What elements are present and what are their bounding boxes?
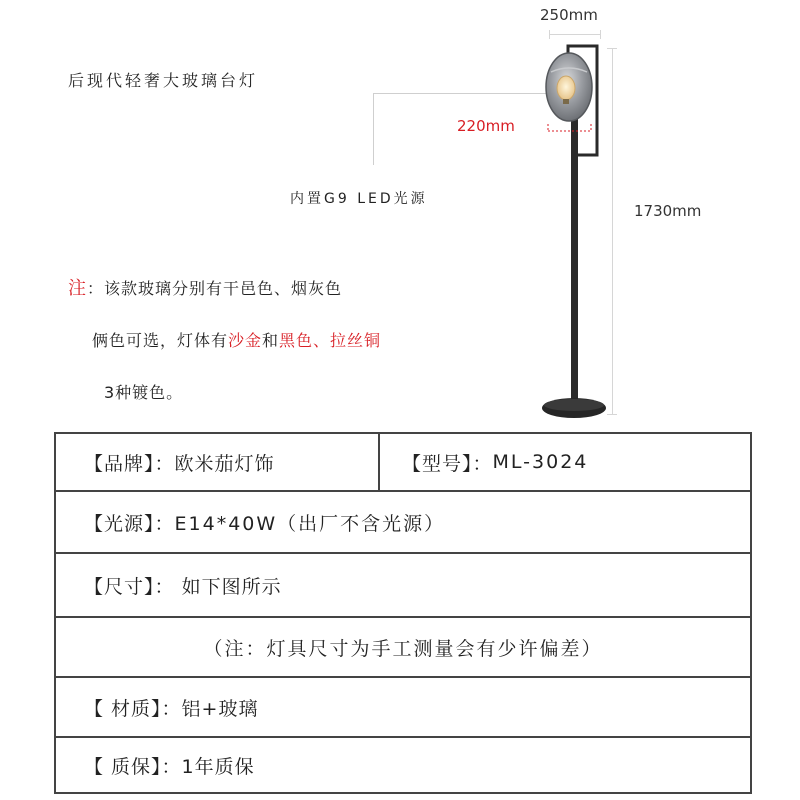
size-value: 如下图所示	[181, 575, 282, 598]
size-note: （注：灯具尺寸为手工测量会有少许偏差）	[203, 637, 603, 660]
size-note-cell	[56, 618, 750, 676]
product-title: 后现代轻奢大玻璃台灯	[68, 71, 259, 90]
note-line-2	[92, 328, 381, 351]
lamp-pole	[571, 118, 578, 403]
light-source-value: E14*40W（出厂不含光源）	[174, 512, 446, 535]
spec-row-light-source	[54, 492, 752, 554]
light-source-label: 【光源】：	[84, 512, 175, 535]
spec-row-brand-model	[54, 434, 752, 492]
brand-cell	[84, 434, 275, 490]
size-cell	[84, 554, 282, 616]
bulb	[557, 76, 575, 100]
spec-row-material	[54, 678, 752, 738]
light-source-cell	[84, 492, 445, 552]
model-cell	[402, 434, 588, 490]
note-line-2-a: 俩色可选，灯体有	[92, 331, 229, 350]
material-value: 铝+玻璃	[181, 697, 259, 720]
note-line-3: 3种镀色。	[104, 383, 184, 402]
shade-height-label: 220mm	[457, 117, 515, 135]
spec-row-size-note	[54, 618, 752, 678]
lamp-base-top	[544, 399, 604, 411]
size-label: 【尺寸】：	[84, 575, 175, 598]
total-height-label: 1730mm	[634, 202, 702, 220]
note-color-sand-gold: 沙金	[228, 331, 263, 350]
table-column-divider	[378, 434, 380, 490]
material-label: 【 材质】：	[84, 697, 182, 720]
warranty-value: 1年质保	[181, 755, 255, 778]
warranty-cell	[84, 738, 255, 792]
spec-row-size	[54, 554, 752, 618]
note-line-1-text: ：该款玻璃分别有干邑色、烟灰色	[87, 279, 343, 298]
material-cell	[84, 678, 258, 736]
note-color-black-copper: 黑色、拉丝铜	[279, 331, 382, 350]
spec-table	[54, 432, 752, 794]
brand-label: 【品牌】：	[84, 452, 175, 475]
warranty-label: 【 质保】：	[84, 755, 182, 778]
spec-row-warranty	[54, 738, 752, 794]
model-label: 【型号】：	[402, 452, 493, 475]
bulb-socket	[563, 99, 569, 104]
light-source-note: 内置G9 LED光源	[290, 191, 428, 207]
model-value: ML-3024	[492, 451, 589, 473]
brand-value: 欧米茄灯饰	[174, 452, 275, 475]
note-line-2-c: 和	[262, 331, 280, 350]
width-dimension-label: 250mm	[540, 6, 598, 24]
note-prefix: 注	[68, 278, 87, 299]
note-line-1	[68, 274, 342, 300]
